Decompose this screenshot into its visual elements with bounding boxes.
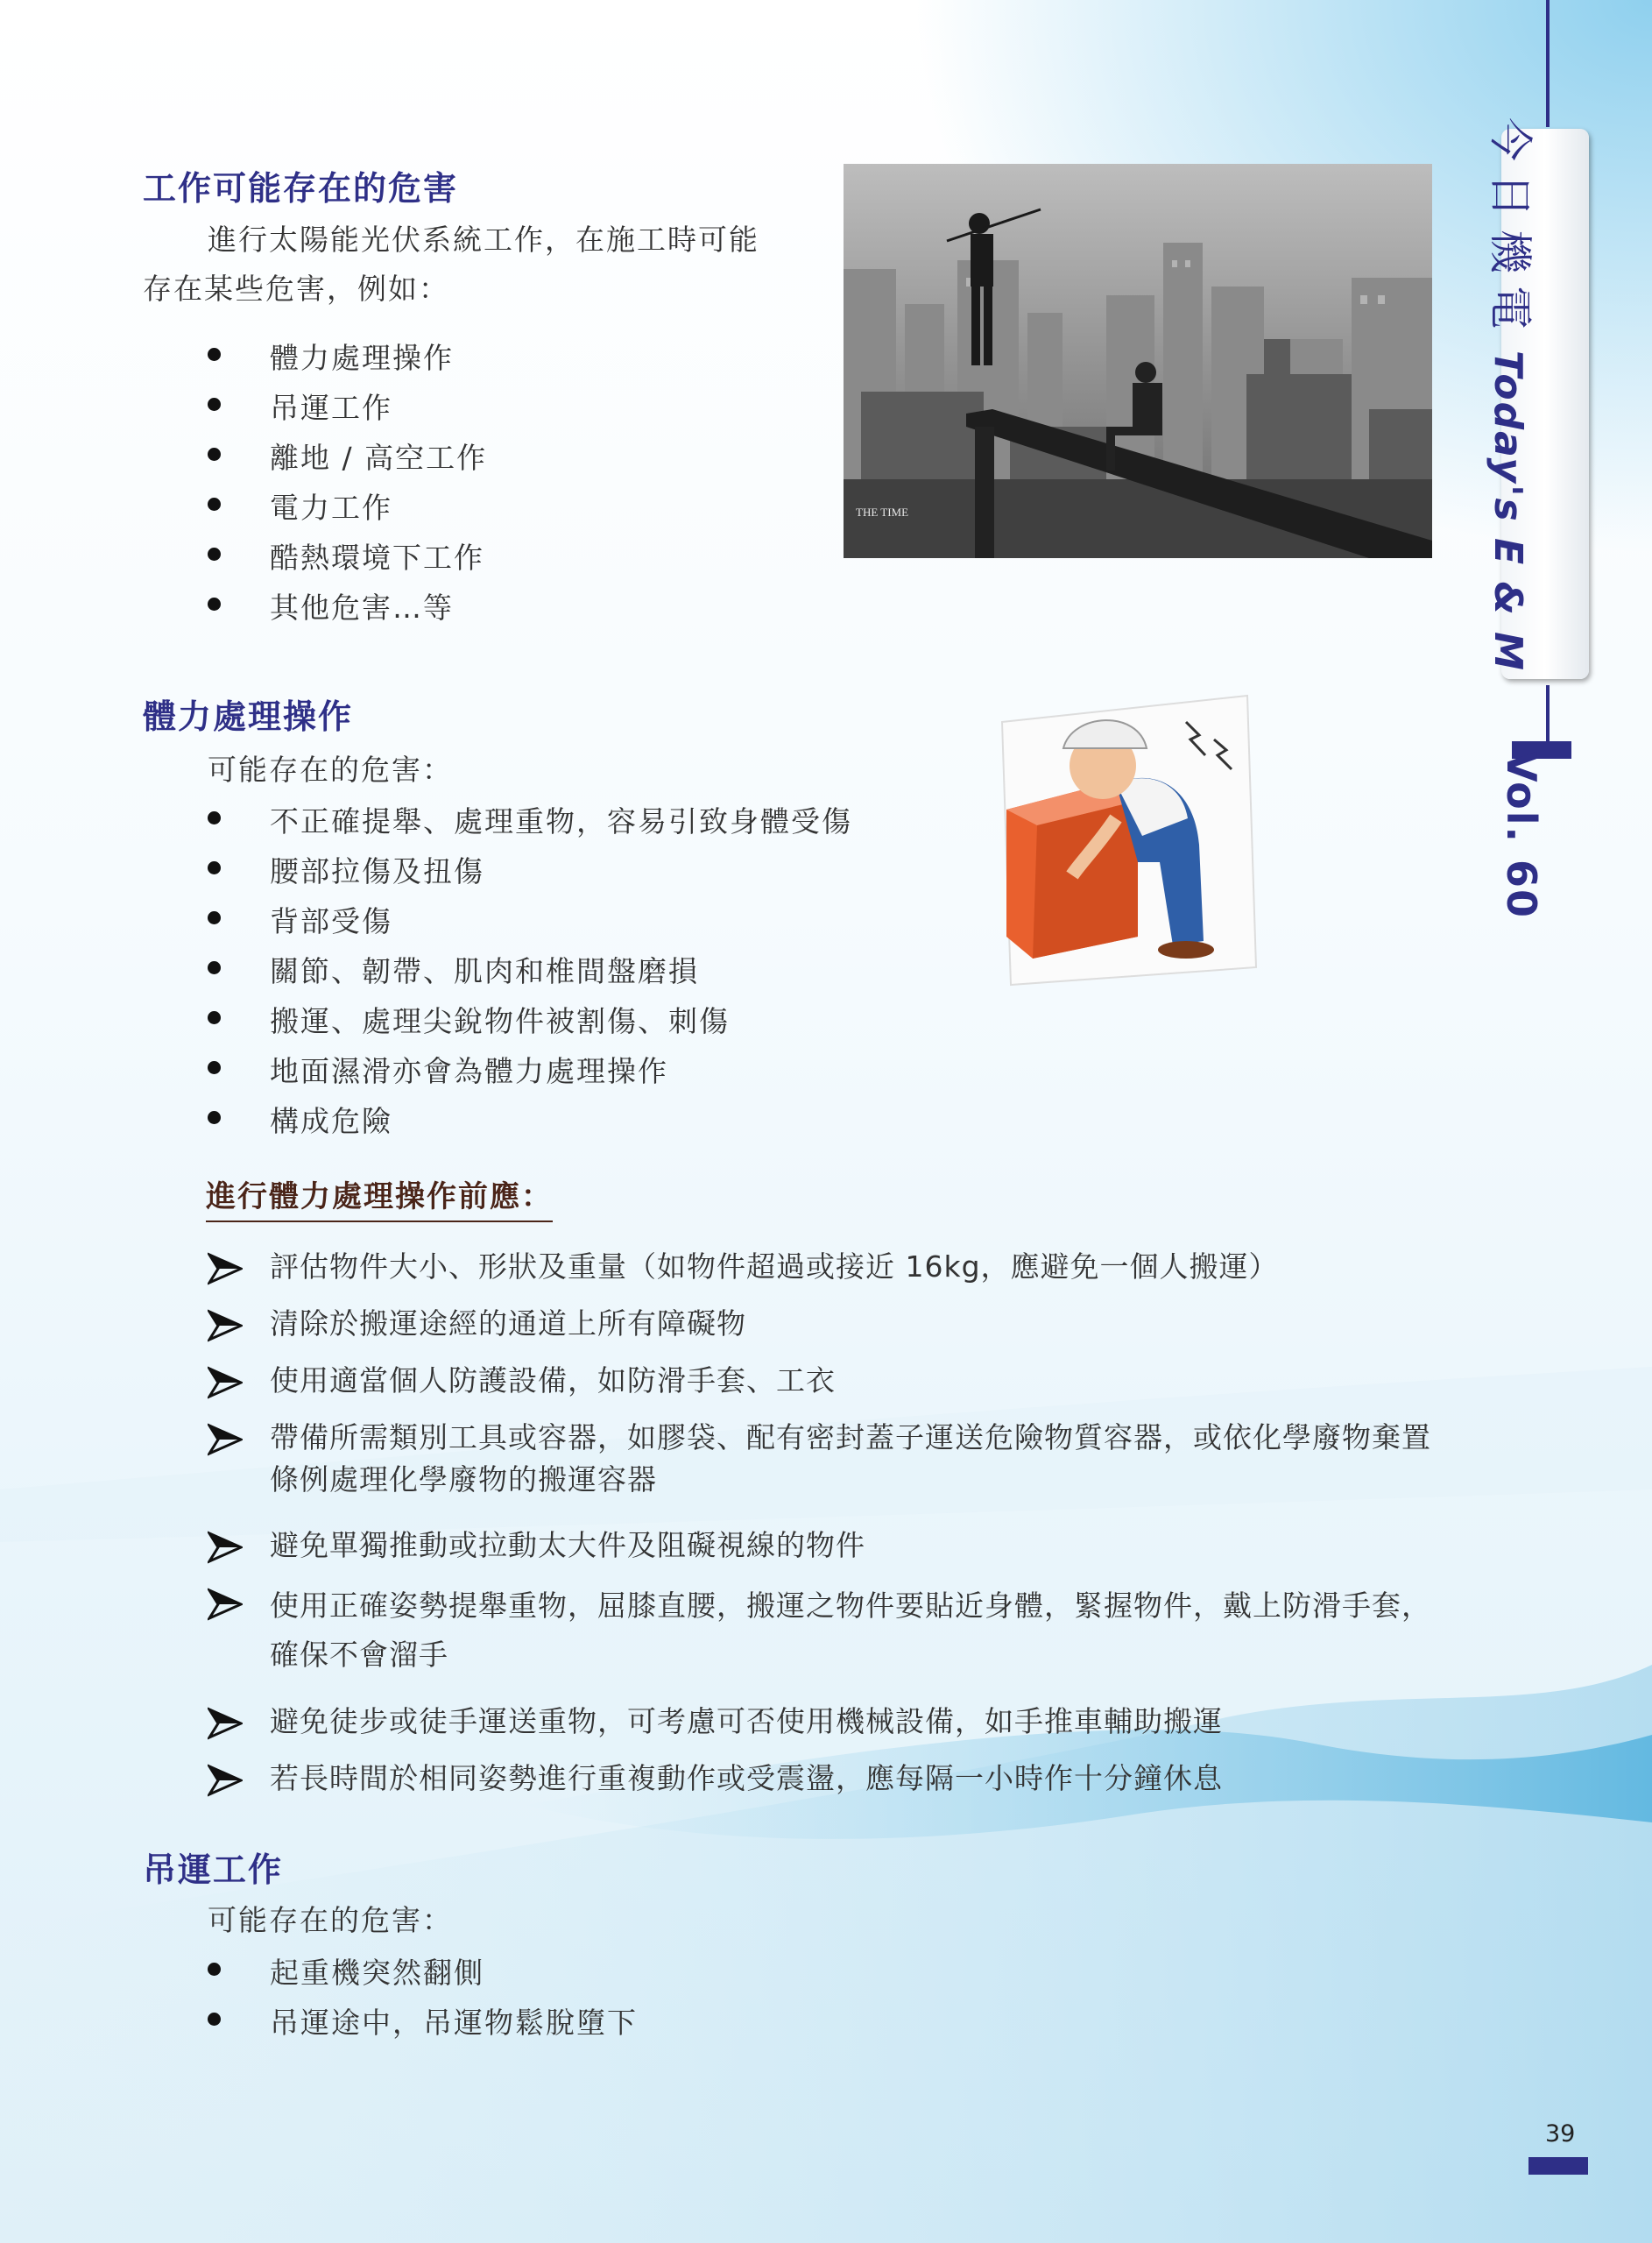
magazine-title-en: Today's E & M xyxy=(1486,350,1530,672)
intro-line-2: 存在某些危害，例如： xyxy=(143,272,449,306)
manual-handling-lead: 可能存在的危害： xyxy=(208,753,453,787)
sidebar-line xyxy=(1546,0,1550,127)
page-number-bar xyxy=(1528,2157,1588,2175)
step-text: 避免單獨推動或拉動太大件及阻礙視線的物件 xyxy=(270,1528,865,1562)
photo-watermark: THE TIME xyxy=(856,506,909,519)
list-item xyxy=(208,1246,1451,1288)
list-item xyxy=(208,1581,1451,1680)
arrow-bullet-icon xyxy=(208,1587,243,1622)
list-item: 關節、韌帶、肌肉和椎間盤磨損 xyxy=(208,949,852,999)
list-item: 吊運途中，吊運物鬆脫墮下 xyxy=(208,2000,638,2050)
list-item: 酷熱環境下工作 xyxy=(208,535,487,585)
steel-beam-workers-photo xyxy=(844,164,1432,558)
list-item xyxy=(208,1360,1451,1402)
list-item: 腰部拉傷及扭傷 xyxy=(208,849,852,899)
step-text: 清除於搬運途經的通道上所有障礙物 xyxy=(270,1306,746,1341)
section-title-lifting: 吊運工作 xyxy=(143,1850,284,1889)
lifting-worker-illustration xyxy=(985,687,1265,989)
magazine-title-zh: 今日機電 xyxy=(1485,117,1536,342)
manual-handling-hazard-list xyxy=(208,799,852,1149)
before-handling-subtitle: 進行體力處理操作前應： xyxy=(206,1172,553,1222)
arrow-bullet-icon xyxy=(208,1365,243,1400)
section-title-hazards: 工作可能存在的危害 xyxy=(143,169,459,208)
arrow-bullet-icon xyxy=(208,1706,243,1741)
list-item: 吊運工作 xyxy=(208,386,487,435)
list-item: 構成危險 xyxy=(208,1099,852,1149)
list-item xyxy=(208,1525,1451,1567)
section-title-manual-handling: 體力處理操作 xyxy=(143,697,354,736)
list-item: 電力工作 xyxy=(208,485,487,535)
list-item xyxy=(208,1701,1451,1743)
arrow-bullet-icon xyxy=(208,1422,243,1457)
arrow-bullet-icon xyxy=(208,1530,243,1565)
list-item xyxy=(208,1303,1451,1345)
lifting-lead: 可能存在的危害： xyxy=(208,1903,453,1937)
list-item: 其他危害…等 xyxy=(208,585,487,635)
handling-steps-list xyxy=(208,1246,1451,1800)
step-text: 使用適當個人防護設備，如防滑手套、工衣 xyxy=(270,1363,836,1397)
list-item: 搬運、處理尖銳物件被割傷、刺傷 xyxy=(208,999,852,1049)
list-item xyxy=(208,1417,1451,1501)
step-text: 評估物件大小、形狀及重量（如物件超過或接近 16kg，應避免一個人搬運） xyxy=(270,1249,1279,1284)
list-item: 起重機突然翻側 xyxy=(208,1950,638,2000)
arrow-bullet-icon xyxy=(208,1308,243,1343)
list-item: 離地 / 高空工作 xyxy=(208,435,487,485)
list-item xyxy=(208,1758,1451,1800)
arrow-bullet-icon xyxy=(208,1763,243,1798)
volume-label: Vol. 60 xyxy=(1498,751,1545,919)
arrow-bullet-icon xyxy=(208,1251,243,1286)
step-text: 帶備所需類別工具或容器，如膠袋、配有密封蓋子運送危險物質容器，或依化學廢物棄置條例處理化學廢物的搬運容器 xyxy=(270,1420,1431,1497)
list-item: 不正確提舉、處理重物，容易引致身體受傷 xyxy=(208,799,852,849)
list-item: 背部受傷 xyxy=(208,899,852,949)
page-number: 39 xyxy=(1545,2120,1576,2147)
sidebar-line xyxy=(1546,685,1550,743)
hazard-list xyxy=(208,336,487,635)
intro-line-1: 進行太陽能光伏系統工作，在施工時可能 xyxy=(208,223,759,257)
list-item: 地面濕滑亦會為體力處理操作 xyxy=(208,1049,852,1099)
step-text: 使用正確姿勢提舉重物，屈膝直腰，搬運之物件要貼近身體，緊握物件，戴上防滑手套，確保不會溜手 xyxy=(270,1588,1431,1672)
list-item: 體力處理操作 xyxy=(208,336,487,386)
step-text: 避免徒步或徒手運送重物，可考慮可否使用機械設備，如手推車輔助搬運 xyxy=(270,1704,1223,1738)
lifting-hazard-list xyxy=(208,1950,638,2050)
step-text: 若長時間於相同姿勢進行重複動作或受震盪，應每隔一小時作十分鐘休息 xyxy=(270,1761,1223,1795)
